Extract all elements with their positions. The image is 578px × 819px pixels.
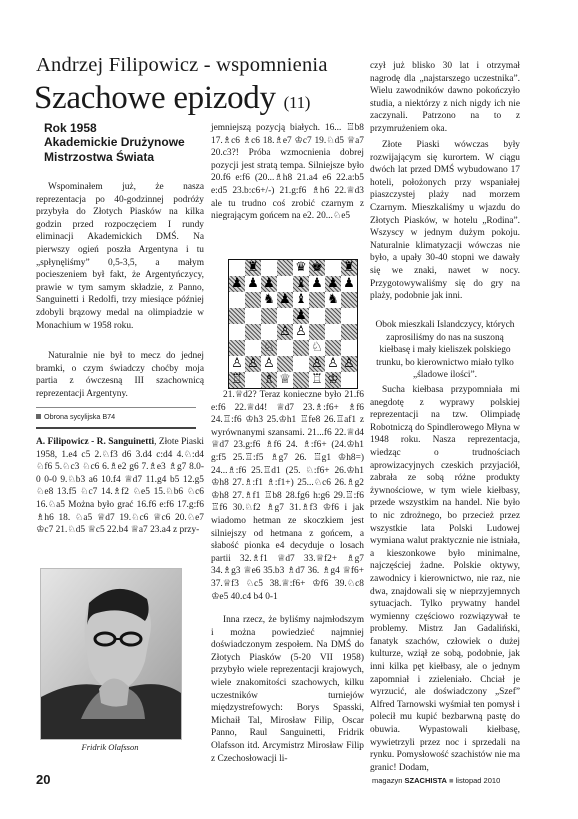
footer-separator-icon: ■ xyxy=(449,776,454,785)
board-square xyxy=(229,340,245,356)
white-queen-icon: ♕ xyxy=(279,372,291,387)
white-pawn-icon: ♙ xyxy=(279,324,291,339)
board-square xyxy=(261,324,277,340)
board-square xyxy=(293,340,309,356)
board-square xyxy=(229,292,245,308)
board-square xyxy=(277,308,293,324)
white-rook-icon: ♖ xyxy=(231,372,243,387)
white-pawn-icon: ♙ xyxy=(311,356,323,371)
black-pawn-icon: ♟ xyxy=(295,308,307,323)
board-square xyxy=(245,372,261,388)
white-pawn-icon: ♙ xyxy=(295,324,307,339)
black-knight-icon: ♞ xyxy=(263,292,275,307)
paragraph: czył już blisko 30 lat i otrzymał nagrodę dla „najstarszego uczestnika”. Wielu zawodników dawno pokończyło studia, a niektórzy z nich nigdy ich nie zaczynali. Patrzono na to z przymrużeniem oka. xyxy=(370,61,520,134)
board-square xyxy=(341,372,357,388)
board-square xyxy=(341,292,357,308)
game-players: A. Filipowicz - R. Sanguinetti xyxy=(36,437,155,447)
opening-label xyxy=(36,412,204,421)
section-subheading xyxy=(44,121,204,164)
board-square xyxy=(229,260,245,276)
paragraph: Naturalnie nie był to mecz do jednej bramki, o czym świadczy choćby moja partia z ówczesną III szachownicą reprezentacji Argentyny. xyxy=(36,351,204,399)
game-score xyxy=(36,436,204,537)
black-pawn-icon: ♟ xyxy=(311,276,323,291)
black-bishop-icon: ♝ xyxy=(295,292,307,307)
magazine-prefix: magazyn xyxy=(372,776,403,785)
subheading-line: Mistrzostwa Świata xyxy=(44,149,155,164)
white-rook-icon: ♖ xyxy=(311,372,323,387)
black-pawn-icon: ♟ xyxy=(279,292,291,307)
black-queen-icon: ♛ xyxy=(295,260,307,275)
subheading-line: Akademickie Drużynowe xyxy=(44,135,185,150)
white-knight-icon: ♘ xyxy=(311,340,323,355)
black-rook-icon: ♜ xyxy=(343,260,355,275)
board-square xyxy=(293,372,309,388)
article-title xyxy=(34,80,310,117)
board-square xyxy=(309,308,325,324)
paragraph: Sucha kiełbasa przypomniała mi anegdotę z wyprawy polskiej reprezentacji na tzw. Olimpiadę Robotniczą do Spindlerowego Młyna w 1948 roku. Nasza reprezentacja, wiedząc o trudnościach aprowizacyjnych czeskich przyjaciół, zabrała ze sobą różne produkty żywnościowe, w tym wiele kiełbasy, przede wszystkim na handel. Nie było to nic zdrożnego, bo przecież przez wszystkie lata Polski Ludowej wymiana walut praktycznie nie istniała, a kieszonkowe było minimalne, najczęściej żadne. Polskie oktywy, zawodnicy i kierownictwo, nie raz, nie dwa, znajdowali się w nieprzyjemnych sytuacjach. Tylko prywatny handel wymienny częściowo rozwiązywał te problemy. Mistrz Jan Gadaliński, fanatyk szachów, człowiek o dużej kulturze, wziął ze sobą, podobnie, jak inni kilka pęt kiełbasy, ale o jednym zapomniał i zzieleniało. Chciał je wyrzucić, ale doświadczony „Szef” Alfred Tarnowski wyśmiał ten pomysł i polecił mu kupić bezbarwną pastę do obuwia. Wypastowali kiełbasę, wywietrzyli przez noc i sprzedali na rynku. Pomysłowość szachistów nie ma granic! Dodam, xyxy=(370,385,520,773)
board-square xyxy=(245,324,261,340)
paragraph: Wspominałem już, że nasza reprezentacja po 40-godzinnej podróży przybyła do Złotych Piasków na kilka godzin przed rozpoczęciem I rundy eliminacji Akademickich DMŚ. Na pierwszy ogień poszła Argentyna i tu „spłynęliśmy” 0,5-3,5, a małym pocieszeniem był fakt, że Argentyńczycy, prawie w tym samym składzie, z Panno, Sanguinetti i Redolfi, trzy miesiące później zdobyli brązowy medal na olimpiadzie w Monachium w 1958 roku. xyxy=(36,182,204,331)
board-square xyxy=(325,340,341,356)
analysis-text: jemniejszą pozycją białych. 16... ♖b8 17.♗c6 ♗c6 18.♗e7 ♔c7 19.♘d5 ♕a7 20.c3?! Próba wzmocnienia dobrej pozycji jest stratą tempa. Silniejsze było 20.f6 e:f6 (20...♗h8 21.a4 e6 22.a:b5 e:d5 23.b:c6+/-) 21.g:f6 ♗h6 22.♕d3 ale tu trudno coś zrobić czarnym z niegrającym gońcem na e2. 20...♘e5 xyxy=(211,123,364,222)
board-square xyxy=(245,292,261,308)
board-square xyxy=(341,308,357,324)
white-pawn-icon: ♙ xyxy=(327,356,339,371)
board-square xyxy=(277,356,293,372)
white-king-icon: ♔ xyxy=(327,372,339,387)
board-square xyxy=(325,324,341,340)
black-rook-icon: ♜ xyxy=(247,260,259,275)
black-pawn-icon: ♟ xyxy=(343,276,355,291)
game-moves: , Złote Piaski 1958, 1.e4 c5 2.♘f3 d6 3.d4 c:d4 4.♘:d4 ♘f6 5.♘c3 ♘c6 6.♗e2 g6 7.♗e3 ♗g7 8.0-0 0-0 9.♘b3 a6 10.f4 ♕d7 11.g4 b5 12.g5 ♘e8 13.f5 ♘c7 14.♗f2 ♘e5 15.♘b6 ♘c6 16.♘a5 Można było grać 16.f6 e:f6 17.g:f6 ♗h6 18. ♘a5 ♕d7 19.♘c6 ♕c6 20.♘e7 ♔c7 21.♘d5 ♕c5 22.b4 ♕a7 23.a4 z przy- xyxy=(36,437,204,536)
black-pawn-icon: ♟ xyxy=(263,276,275,291)
white-bishop-icon: ♗ xyxy=(263,372,275,387)
white-pawn-icon: ♙ xyxy=(247,356,259,371)
paragraph: Złote Piaski wówczas były rozwijającym się kurortem. W ciągu dwóch lat przed DMŚ wybudowano 17 hoteli, położonych przy wspaniałej piaszczystej plaży nad morzem Czarnym. Mieszkaliśmy u wjazdu do Złotych Piasków, w hotelu „Rodina”. Wszyscy w jednym dużym pokoju. Naturalnie klimatyzacji wówczas nie było, a upały 30-40 stopni we dawały się we znaki, nawet w nocy. Przygotowywaliśmy się do gry na plaży, podobnie jak inni. xyxy=(370,140,520,302)
board-square xyxy=(341,340,357,356)
board-square xyxy=(309,324,325,340)
portrait-illustration xyxy=(41,569,181,739)
paragraph: Inna rzecz, że byliśmy najmłodszym i można powiedzieć najmniej doświadczonym zespołem. Na DMŚ do Złotych Piasków (5-20 VII 1958) przybyło wiele reprezentacji krajowych, wiele znakomitości szachowych, kilku uczestników turniejów międzystrefowych: Borys Spasski, Michaił Tal, Mirosław Filip, Oscar Panno, Raul Sanguinetti, Fridrik Olafsson itd. Arcymistrz Mirosław Filip z Czechosłowacji li- xyxy=(211,615,364,764)
black-pawn-icon: ♟ xyxy=(327,276,339,291)
black-king-icon: ♚ xyxy=(311,260,323,275)
divider xyxy=(36,407,196,408)
opening-label-text: Obrona sycylijska B74 xyxy=(44,412,116,421)
page-number: 20 xyxy=(36,772,51,787)
board-square xyxy=(229,324,245,340)
board-square xyxy=(341,324,357,340)
black-knight-icon: ♞ xyxy=(327,292,339,307)
board-square xyxy=(325,308,341,324)
board-square xyxy=(277,340,293,356)
board-square xyxy=(293,356,309,372)
white-pawn-icon: ♙ xyxy=(231,356,243,371)
black-pawn-icon: ♟ xyxy=(231,276,243,291)
board-square xyxy=(229,308,245,324)
board-square xyxy=(245,340,261,356)
white-knight-icon: ♘ xyxy=(263,340,275,355)
board-square xyxy=(277,260,293,276)
magazine-footer xyxy=(372,776,500,785)
subheading-line: Rok 1958 xyxy=(44,121,97,135)
board-square xyxy=(325,260,341,276)
title-text: Szachowe epizody xyxy=(34,80,276,116)
board-square xyxy=(277,276,293,292)
magazine-name: SZACHISTA xyxy=(404,776,447,785)
board-square xyxy=(261,308,277,324)
chess-diagram xyxy=(228,259,358,389)
analysis-text: 21.♕d2? Teraz konieczne było 21.f6 e:f6 22.♕d4! ♕d7 23.♗:f6+ ♗f6 24.♖:f6 ♔h3 25.♔h1 ♖fe8 26.♖af1 z wyrównanymi szansami. 21...f6 22.♕d4 ♕d7 23.g:f6 ♗f6 24. ♗:f6+ (24.♔h1 g:f5 25.♖:f5 ♗g7 26. ♖g1 ♔h8=) 24...♗:f6 25.♖d1 (25. ♘:f6+ 26.♔h1 ♔h8 27.♗:f1 ♗:f1+) 25...♘c6 26.♗g2 ♔h8 27.♗f1 ♖b8 28.fg6 h:g6 29.♖:f6 ♖f6 30.♘f2 ♗g7 31.♗f3 ♔f6 i jak wiadomo hetman ze skoczkiem jest silniejszy od hetmana z gońcem, a słabość pionka e4 decyduje o losach partii 32.♗f1 ♕d7 33.♕f2+ ♗g7 34.♗g3 ♕e6 35.b3 ♗d7 36. ♗g4 ♕f6+ 37.♕f3 ♘c5 38.♕:f6+ ♔f6 39.♘c8 ♔e5 40.c4 b4 0-1 xyxy=(211,390,364,602)
portrait-photo xyxy=(40,568,182,740)
board-square xyxy=(309,292,325,308)
photo-caption: Fridrik Olafsson xyxy=(81,742,139,752)
board-square xyxy=(245,308,261,324)
square-bullet-icon xyxy=(36,414,41,419)
issue-date: listopad 2010 xyxy=(455,776,501,785)
white-pawn-icon: ♙ xyxy=(263,356,275,371)
paragraph: Obok mieszkali Islandczycy, których zaprosiliśmy do nas na suszoną kiełbasę i mały kieliszek polskiego trunku, bo kierownictwo miało tylko „śladowe ilości”. xyxy=(375,320,515,381)
board-square xyxy=(261,260,277,276)
divider xyxy=(36,427,196,429)
white-pawn-icon: ♙ xyxy=(343,356,355,371)
black-pawn-icon: ♟ xyxy=(247,276,259,291)
black-bishop-icon: ♝ xyxy=(295,276,307,291)
author-line: Andrzej Filipowicz - wspomnienia xyxy=(36,54,328,76)
part-number: (11) xyxy=(283,93,311,112)
